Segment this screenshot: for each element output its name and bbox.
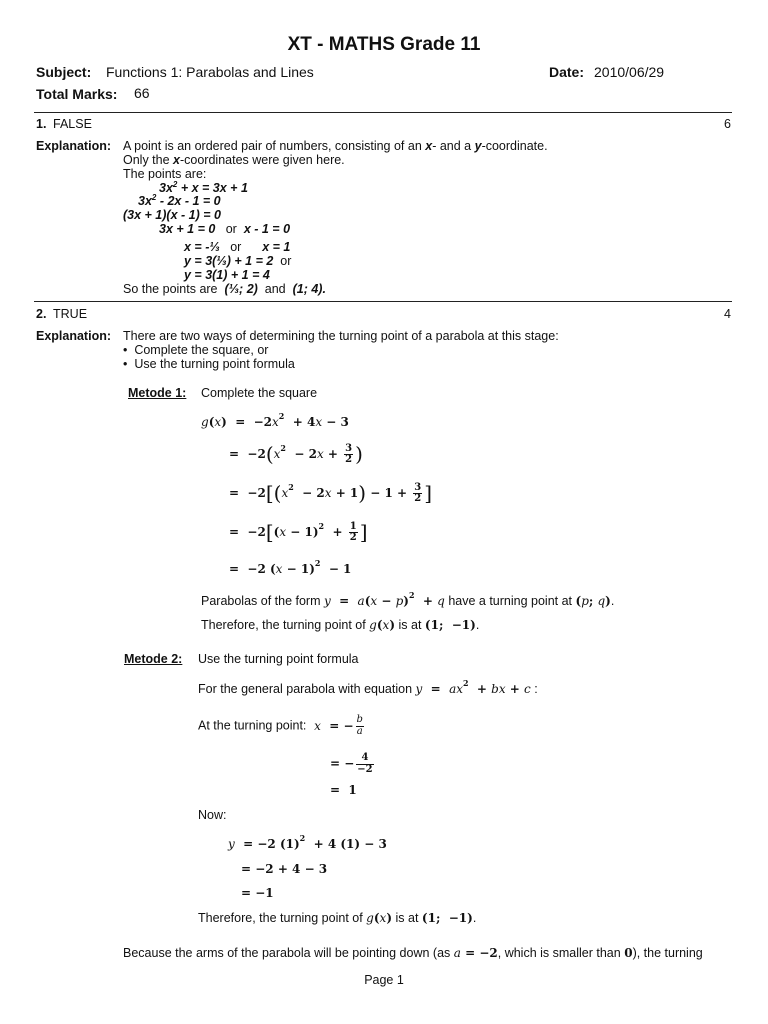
math-line: = −1 [241, 886, 274, 900]
method-label: Metode 2: [124, 652, 183, 666]
equation-line: y = 3(⅓) + 1 = 2 or [184, 254, 292, 268]
equation-line: y = 3(1) + 1 = 4 [184, 268, 270, 282]
explanation-label: Explanation: [36, 329, 112, 343]
equation-line: 3x + 1 = 0 or x - 1 = 0 [159, 222, 291, 236]
math-line: = 1 [330, 783, 357, 797]
text-line: Because the arms of the parabola will be pointing down (as a = −2, which is smaller than 0), the turning [123, 946, 703, 960]
question-answer: TRUE [53, 307, 88, 321]
equation-line: (3x + 1)(x - 1) = 0 [123, 208, 221, 222]
text-line: For the general parabola with equation $y = ax^2$ + bx + c : [198, 678, 538, 696]
question-marks: 4 [724, 307, 731, 321]
explanation-label: Explanation: [36, 139, 112, 153]
conclusion-line: So the points are (⅓; 2) and (1; 4). [123, 282, 326, 296]
subject-value: Functions 1: Parabolas and Lines [106, 64, 314, 80]
text-line: At the turning point: x = − $\frac{b}{a}$ [198, 714, 363, 737]
math-line: y = −2 $(1)^2 + 4$ (1) − 3 [228, 833, 387, 851]
divider [34, 112, 732, 113]
method-title: Complete the square [201, 386, 318, 400]
math-line: = $-2(x^2 - 2x$ + $\frac{3}{2}$ ) [229, 442, 363, 466]
total-marks-label: Total Marks: [36, 86, 118, 102]
subject-label: Subject: [36, 64, 92, 80]
date-value: 2010/06/29 [594, 64, 665, 80]
date-label: Date: [549, 64, 585, 80]
explanation-line: A point is an ordered pair of numbers, consisting of an x- and a y-coordinate. [123, 139, 548, 153]
text-line: Therefore, the turning point of g(x) is at (1; −1). [198, 911, 477, 925]
explanation-line: There are two ways of determining the turning point of a parabola at this stage: [123, 329, 559, 343]
text-line: Now: [198, 808, 227, 822]
bullet-item: • Complete the square, or [123, 343, 269, 357]
equation-line: $3x^2 + x = 3x + 1$ [159, 180, 248, 195]
text-line: Parabolas of the form $y = a(x - p)^2 + q$ have a turning point at (p; q). [201, 590, 615, 608]
bullet-item: • Use the turning point formula [123, 357, 295, 371]
explanation-line: The points are: [123, 167, 207, 181]
equation-line: x = -⅓ or x = 1 [184, 240, 291, 254]
question-number: 2. [36, 307, 47, 321]
method-title: Use the turning point formula [198, 652, 359, 666]
question-marks: 6 [724, 117, 731, 131]
math-line: = $-2[(x - 1)^2$ + $\frac{1}{2}$ ] [229, 520, 368, 544]
question-number: 1. [36, 117, 47, 131]
method-label: Metode 1: [128, 386, 187, 400]
question-answer: FALSE [53, 117, 92, 131]
document-title: XT - MATHS Grade 11 [287, 34, 481, 55]
math-line: = −2 + 4 − 3 [241, 862, 328, 876]
text-line: Therefore, the turning point of g(x) is at (1; −1). [201, 618, 480, 632]
math-line: = −2 $(x - 1)^2 - 1$ [229, 558, 352, 576]
math-line: = $-2[(x^2 - 2x + 1) - 1$ + $\frac{3}{2}$ ] [229, 481, 433, 505]
page-number: Page 1 [364, 973, 404, 987]
math-line: $g(x) = -2x^2 + 4x - 3$ [201, 411, 349, 429]
total-marks-value: 66 [134, 85, 150, 101]
divider [34, 301, 732, 302]
equation-line: $3x^2 - 2x - 1 = 0$ [138, 193, 221, 208]
math-line: = − $\frac{4}{-2}$ [330, 752, 373, 775]
explanation-line: Only the x-coordinates were given here. [123, 153, 345, 167]
